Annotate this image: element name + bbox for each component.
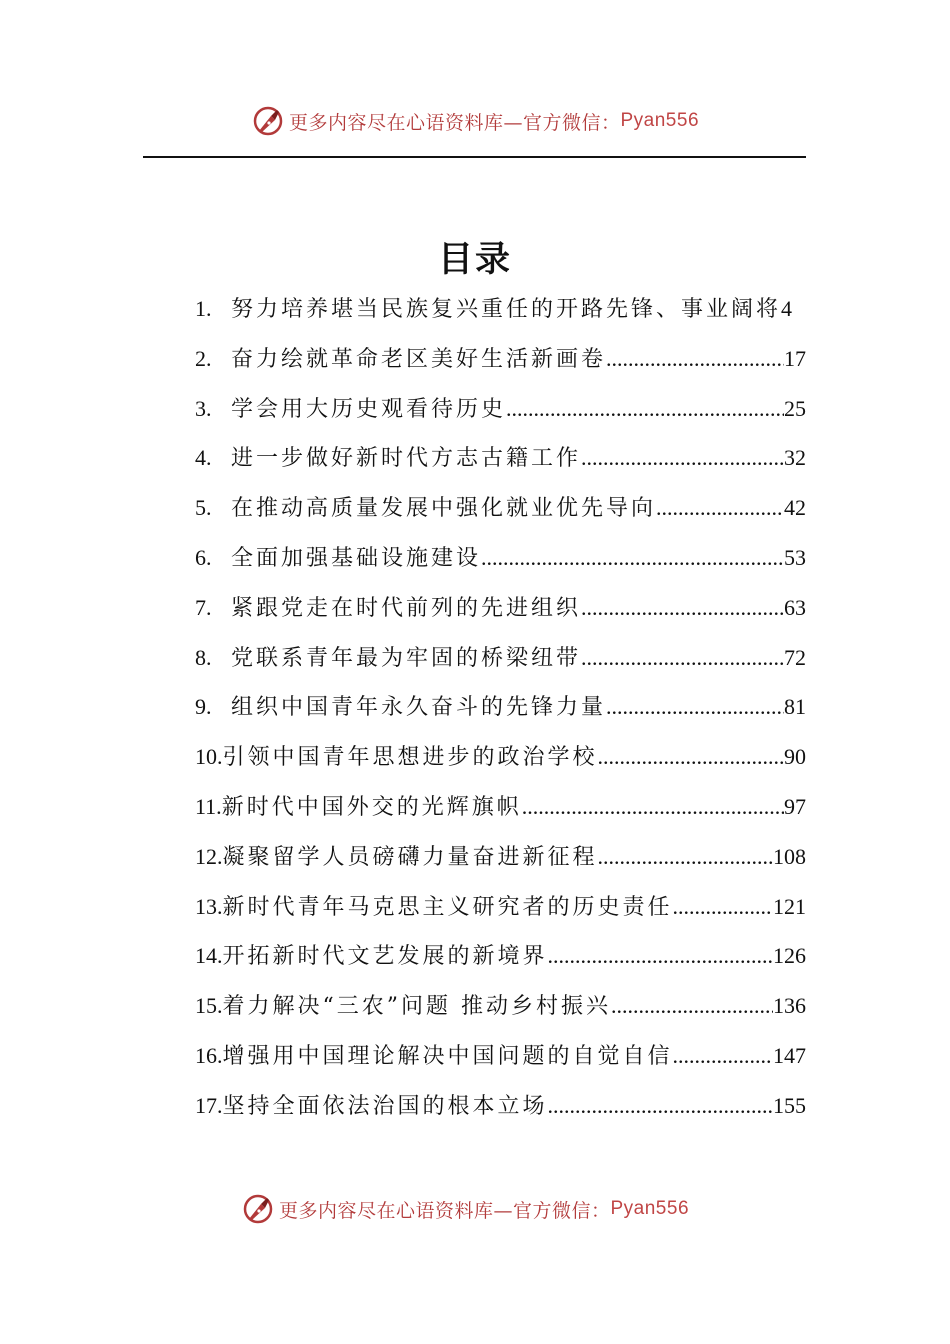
toc-entry-page: 121 — [773, 893, 806, 919]
toc-entry-leader — [673, 1031, 773, 1081]
toc-entry-leader — [606, 334, 784, 384]
toc-entry-number: 5. — [195, 495, 212, 521]
toc-entry-page: 147 — [773, 1042, 806, 1068]
toc-entry-number: 8. — [195, 644, 212, 670]
toc-entry-leader — [598, 832, 773, 882]
toc-entry-leader — [581, 433, 784, 483]
toc-entry-leader — [673, 882, 773, 932]
toc-entry-number: 9. — [195, 694, 212, 720]
toc-entry-number: 3. — [195, 395, 212, 421]
toc-entry-title: 在推动高质量发展中强化就业优先导向 — [231, 496, 657, 522]
toc-entry-number: 12. — [195, 843, 223, 869]
toc-entry-page: 72 — [784, 644, 806, 670]
toc-entry[interactable] — [195, 782, 806, 832]
toc-entry-leader — [598, 732, 784, 782]
toc-entry-title: 紧跟党走在时代前列的先进组织 — [231, 595, 582, 621]
page-title: 目录 — [437, 239, 512, 280]
toc-entry-title: 奋力绘就革命老区美好生活新画卷 — [231, 346, 607, 372]
toc-entry-page: 32 — [784, 445, 806, 471]
toc-entry-leader — [548, 1081, 773, 1131]
toc-entry-title: 努力培养堪当民族复兴重任的开路先锋、事业阔将 — [231, 297, 782, 322]
toc-entry-leader — [656, 483, 784, 533]
toc-entry[interactable] — [195, 583, 806, 633]
toc-entry[interactable] — [195, 931, 806, 981]
toc-entry-leader — [611, 981, 773, 1031]
toc-entry-title: 引领中国青年思想进步的政治学校 — [222, 745, 598, 771]
toc-entry-page: 81 — [784, 694, 806, 720]
toc-entry-leader — [606, 682, 784, 732]
toc-entry-leader — [481, 533, 784, 583]
toc-entry-title: 新时代中国外交的光辉旗帜 — [221, 794, 522, 820]
toc-entry[interactable] — [195, 433, 806, 483]
toc-entry-title: 学会用大历史观看待历史 — [231, 396, 507, 422]
toc-entry-page: 136 — [773, 993, 806, 1019]
toc-entry-page: 97 — [784, 793, 806, 819]
toc-entry-leader — [581, 633, 784, 683]
banner-text: 更多内容尽在心语资料库—官方微信： — [288, 111, 621, 134]
toc-entry[interactable] — [195, 483, 806, 533]
toc-entry-number: 7. — [195, 594, 212, 620]
toc-entry-title: 进一步做好新时代方志古籍工作 — [231, 446, 582, 472]
header-banner — [0, 104, 950, 138]
toc-entry[interactable] — [195, 334, 806, 384]
toc-entry[interactable] — [195, 633, 806, 683]
footer-banner — [0, 1192, 940, 1226]
banner-text: 更多内容尽在心语资料库—官方微信： — [278, 1199, 611, 1222]
toc-entry[interactable] — [195, 882, 806, 932]
toc-entry-number: 10. — [195, 744, 223, 770]
toc-entry[interactable] — [195, 682, 806, 732]
toc-entry-leader — [522, 782, 784, 832]
toc-entry-page: 63 — [784, 594, 806, 620]
toc-entry-number: 14. — [195, 943, 223, 969]
toc-entry[interactable] — [195, 1081, 806, 1131]
toc-entry-number: 6. — [195, 544, 212, 570]
toc-entry-page: 25 — [784, 395, 806, 421]
toc-entry-number: 16. — [195, 1042, 223, 1068]
toc-entry-page: 42 — [784, 495, 806, 521]
toc-entry-number: 15. — [195, 993, 223, 1019]
banner-wechat-id: Pyan556 — [620, 110, 700, 131]
toc-entry-title: 增强用中国理论解决中国问题的自觉自信 — [222, 1043, 673, 1069]
toc-entry-page: 4 — [781, 296, 793, 321]
toc-entry-leader — [548, 931, 773, 981]
toc-entry-page: 17 — [784, 345, 806, 371]
toc-entry-title: 组织中国青年永久奋斗的先锋力量 — [231, 695, 607, 721]
toc-entry-number: 4. — [195, 445, 212, 471]
toc-entry-title: 全面加强基础设施建设 — [231, 545, 482, 571]
toc-entry[interactable] — [195, 832, 806, 882]
toc-entry-title: 新时代青年马克思主义研究者的历史责任 — [222, 894, 673, 920]
toc-entry-leader — [506, 384, 784, 434]
toc-entry[interactable] — [195, 732, 806, 782]
pen-nib-logo-icon — [241, 1192, 275, 1226]
toc-entry-number: 11. — [195, 793, 222, 819]
toc-entry-title: 凝聚留学人员磅礴力量奋进新征程 — [222, 844, 598, 870]
toc-entry[interactable] — [195, 284, 806, 334]
toc-entry[interactable] — [195, 1031, 806, 1081]
toc-entry-page: 90 — [784, 744, 806, 770]
toc-entry-page: 53 — [784, 544, 806, 570]
toc-entry-title: 党联系青年最为牢固的桥梁纽带 — [231, 645, 582, 671]
toc-entry-number: 13. — [195, 893, 223, 919]
toc-entry-title: 着力解决“三农”问题 推动乡村振兴 — [222, 994, 611, 1020]
toc-entry-page: 126 — [773, 943, 806, 969]
toc-entry-page: 108 — [773, 843, 806, 869]
banner-wechat-id: Pyan556 — [610, 1198, 690, 1219]
toc-entry[interactable] — [195, 384, 806, 434]
toc-entry-number: 1. — [195, 296, 212, 321]
toc-entry[interactable] — [195, 981, 806, 1031]
toc-entry-leader — [581, 583, 784, 633]
table-of-contents — [195, 284, 806, 1131]
toc-entry-number: 2. — [195, 345, 212, 371]
pen-nib-logo-icon — [251, 104, 285, 138]
toc-entry-number: 17. — [195, 1092, 223, 1118]
toc-entry-page: 155 — [773, 1092, 806, 1118]
toc-entry-title: 坚持全面依法治国的根本立场 — [222, 1093, 548, 1119]
toc-entry-title: 开拓新时代文艺发展的新境界 — [222, 944, 548, 970]
header-rule — [143, 156, 806, 158]
toc-entry[interactable] — [195, 533, 806, 583]
